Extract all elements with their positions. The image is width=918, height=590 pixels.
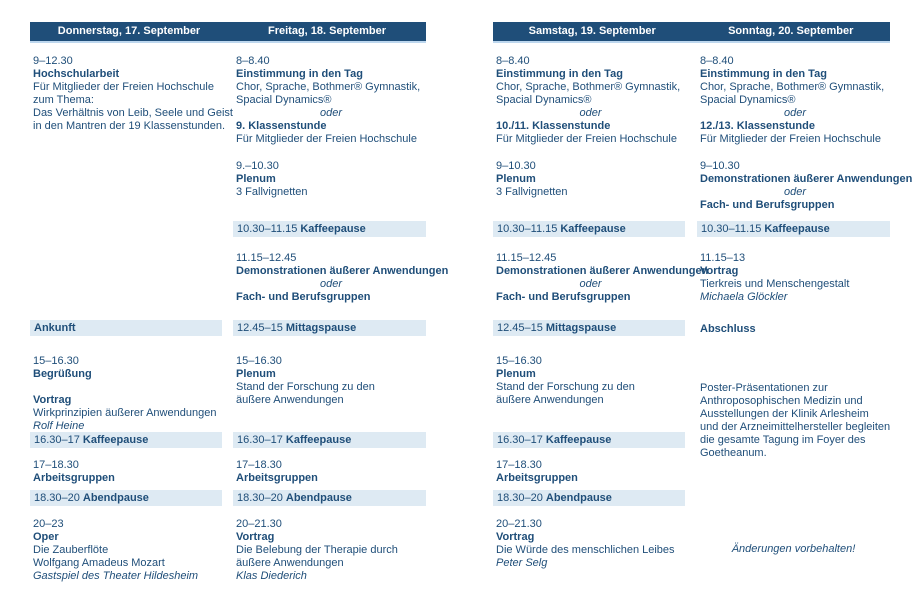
band-time: 10.30–11.15 xyxy=(497,223,558,235)
schedule-line: Das Verhältnis von Leib, Seele und Geist xyxy=(33,107,233,119)
schedule-line: Vortrag xyxy=(496,531,535,543)
schedule-line: Gastspiel des Theater Hildesheim xyxy=(33,570,199,582)
schedule-line: 10./11. Klassenstunde xyxy=(496,120,611,132)
schedule-block xyxy=(233,518,426,583)
band-label: Abendpause xyxy=(545,492,612,504)
pause-band xyxy=(697,221,890,237)
schedule-block xyxy=(493,518,685,570)
pause-band xyxy=(233,221,426,237)
schedule-line: äußere Anwendungen xyxy=(496,394,604,406)
pause-band xyxy=(30,490,222,506)
schedule-line: äußere Anwendungen xyxy=(236,557,344,569)
schedule-line: Tierkreis und Menschengestalt xyxy=(700,278,850,290)
band-time: 18.30–20 xyxy=(237,492,283,504)
schedule-line: Anthroposophischen Medizin und xyxy=(700,395,863,407)
schedule-line: 17–18.30 xyxy=(496,459,542,471)
schedule-line: Poster-Präsentationen zur xyxy=(700,382,828,394)
pause-band xyxy=(493,221,685,237)
schedule-line: 17–18.30 xyxy=(33,459,79,471)
schedule-line: Chor, Sprache, Bothmer® Gymnastik, xyxy=(236,81,421,93)
schedule-line: Spacial Dynamics® xyxy=(700,94,796,106)
schedule-block xyxy=(697,252,890,304)
schedule-block xyxy=(697,160,913,212)
schedule-line: Chor, Sprache, Bothmer® Gymnastik, xyxy=(700,81,885,93)
schedule-block xyxy=(493,252,709,304)
schedule-line: Änderungen vorbehalten! xyxy=(731,543,856,555)
schedule-line: zum Thema: xyxy=(33,94,94,106)
schedule-block xyxy=(233,160,426,199)
schedule-line: 15–16.30 xyxy=(236,355,282,367)
schedule-line: die gesamte Tagung im Foyer des xyxy=(700,434,866,446)
schedule-line: oder xyxy=(783,186,807,198)
schedule-line: 20–23 xyxy=(33,518,64,530)
schedule-line: 9–12.30 xyxy=(33,55,73,67)
schedule-line: Vortrag xyxy=(236,531,275,543)
schedule-line: Für Mitglieder der Freien Hochschule xyxy=(700,133,881,145)
schedule-line: Klas Diederich xyxy=(236,570,307,582)
band-time: 18.30–20 xyxy=(34,492,80,504)
day-column-samstag xyxy=(493,22,709,588)
band-label: Kaffeepause xyxy=(764,223,830,235)
schedule-line: Arbeitsgruppen xyxy=(236,472,318,484)
schedule-line: Vortrag xyxy=(700,265,739,277)
band-time: 10.30–11.15 xyxy=(237,223,298,235)
schedule-line: 8–8.40 xyxy=(236,55,270,67)
schedule-line: 11.15–12.45 xyxy=(236,252,297,264)
schedule-line: Fach- und Berufsgruppen xyxy=(496,291,631,303)
schedule-line: oder xyxy=(579,107,602,119)
schedule-line: Für Mitglieder der Freien Hochschule xyxy=(236,133,417,145)
schedule-line: Einstimmung in den Tag xyxy=(700,68,827,80)
schedule-line: 15–16.30 xyxy=(33,355,79,367)
day-column-sonntag xyxy=(697,22,913,588)
day-header-donnerstag: Donnerstag, 17. September xyxy=(57,25,201,37)
schedule-line: Fach- und Berufsgruppen xyxy=(236,291,371,303)
schedule-line: oder xyxy=(783,107,807,119)
schedule-line: Abschluss xyxy=(700,323,756,335)
schedule-line: 20–21.30 xyxy=(236,518,282,530)
schedule-line: Plenum xyxy=(496,173,536,185)
schedule-line: 15–16.30 xyxy=(496,355,542,367)
day-column-donnerstag xyxy=(30,22,233,588)
day-header-sonntag: Sonntag, 20. September xyxy=(728,25,854,37)
schedule-line: 11.15–13 xyxy=(700,252,746,264)
schedule-line: Demonstrationen äußerer Anwendungen xyxy=(496,265,709,277)
band-time: 10.30–11.15 xyxy=(701,223,762,235)
band-time: 16.30–17 xyxy=(497,434,543,446)
schedule-line: Michaela Glöckler xyxy=(700,291,788,303)
schedule-line: Arbeitsgruppen xyxy=(496,472,578,484)
schedule-line: Fach- und Berufsgruppen xyxy=(700,199,835,211)
day-column-freitag xyxy=(233,22,449,588)
schedule-block xyxy=(493,160,685,199)
schedule-block xyxy=(30,518,222,583)
schedule-line: Ausstellungen der Klinik Arlesheim xyxy=(700,408,869,420)
page-right xyxy=(493,22,913,588)
schedule-line: Plenum xyxy=(236,173,276,185)
schedule-block xyxy=(233,459,426,485)
band-time: 12.45–15 xyxy=(497,322,543,334)
schedule-line: Spacial Dynamics® xyxy=(496,94,592,106)
schedule-block xyxy=(30,355,222,433)
schedule-line: Begrüßung xyxy=(33,368,92,380)
schedule-line: Für Mitglieder der Freien Hochschule xyxy=(496,133,677,145)
schedule-line: in den Mantren der 19 Klassenstunden. xyxy=(33,120,226,132)
band-time: 16.30–17 xyxy=(237,434,283,446)
schedule-line: 3 Fallvignetten xyxy=(496,186,568,198)
schedule-line: 17–18.30 xyxy=(236,459,282,471)
schedule-line: Vortrag xyxy=(33,394,72,406)
pause-band xyxy=(493,432,685,448)
schedule-line: Wirkprinzipien äußerer Anwendungen xyxy=(33,407,217,419)
band-label: Kaffeepause xyxy=(285,434,352,446)
schedule-line: Stand der Forschung zu den xyxy=(236,381,375,393)
schedule-line: oder xyxy=(319,278,343,290)
schedule-line: Rolf Heine xyxy=(33,420,85,432)
schedule-line: Demonstrationen äußerer Anwendungen xyxy=(236,265,449,277)
schedule-line: 3 Fallvignetten xyxy=(236,186,308,198)
schedule-block xyxy=(697,382,890,460)
schedule-line: und der Arzneimittelhersteller begleiten xyxy=(700,421,891,433)
schedule-line: Wolfgang Amadeus Mozart xyxy=(33,557,165,569)
schedule-line: oder xyxy=(579,278,602,290)
band-time: 18.30–20 xyxy=(497,492,543,504)
page-left xyxy=(30,22,449,588)
schedule-line: Chor, Sprache, Bothmer® Gymnastik, xyxy=(496,81,681,93)
schedule-line: 8–8.40 xyxy=(700,55,734,67)
schedule-block xyxy=(697,55,890,146)
band-label: Kaffeepause xyxy=(560,223,626,235)
schedule-line: Peter Selg xyxy=(496,557,548,569)
schedule-line: 9–10.30 xyxy=(496,160,536,172)
schedule-line: Einstimmung in den Tag xyxy=(496,68,623,80)
schedule-block xyxy=(233,55,426,146)
band-label: Abendpause xyxy=(285,492,352,504)
band-label: Mittagspause xyxy=(545,322,617,334)
schedule-block xyxy=(493,355,685,407)
schedule-line: Hochschularbeit xyxy=(33,68,120,80)
schedule-line: Plenum xyxy=(496,368,536,380)
day-header-samstag: Samstag, 19. September xyxy=(528,25,656,37)
schedule-line: 20–21.30 xyxy=(496,518,542,530)
footnote xyxy=(697,543,890,556)
schedule-line: Plenum xyxy=(236,368,276,380)
band-label: Kaffeepause xyxy=(300,223,366,235)
schedule-block xyxy=(233,252,449,304)
schedule-block xyxy=(493,55,685,146)
pause-band xyxy=(493,320,685,336)
schedule-line: Goetheanum. xyxy=(700,447,767,459)
schedule-line: Die Würde des menschlichen Leibes xyxy=(496,544,675,556)
schedule-line: 12./13. Klassenstunde xyxy=(700,120,815,132)
schedule-line: 9.–10.30 xyxy=(236,160,279,172)
schedule-line: Die Belebung der Therapie durch xyxy=(236,544,398,556)
schedule-line: Spacial Dynamics® xyxy=(236,94,332,106)
schedule-line: äußere Anwendungen xyxy=(236,394,344,406)
schedule-line: Oper xyxy=(33,531,59,543)
pause-band xyxy=(233,320,426,336)
pause-band xyxy=(233,490,426,506)
schedule-block xyxy=(30,459,222,485)
schedule-line: 9. Klassenstunde xyxy=(236,120,327,132)
schedule-line: Stand der Forschung zu den xyxy=(496,381,635,393)
pause-band xyxy=(233,432,426,448)
band-time: 12.45–15 xyxy=(237,322,283,334)
band-label: Mittagspause xyxy=(285,322,357,334)
schedule-line xyxy=(33,381,222,394)
schedule-line: 9–10.30 xyxy=(700,160,740,172)
schedule-line: oder xyxy=(319,107,343,119)
band-label: Kaffeepause xyxy=(545,434,612,446)
schedule-line: Demonstrationen äußerer Anwendungen xyxy=(700,173,913,185)
schedule-line: Einstimmung in den Tag xyxy=(236,68,363,80)
schedule-line: Die Zauberflöte xyxy=(33,544,109,556)
schedule-block xyxy=(233,355,426,407)
pause-band xyxy=(30,320,222,336)
schedule-line: 8–8.40 xyxy=(496,55,530,67)
band-label: Ankunft xyxy=(34,322,76,334)
pause-band xyxy=(493,490,685,506)
pause-band xyxy=(30,432,222,448)
schedule-line: Für Mitglieder der Freien Hochschule xyxy=(33,81,214,93)
schedule-block xyxy=(493,459,685,485)
band-label: Kaffeepause xyxy=(82,434,149,446)
band-time: 16.30–17 xyxy=(34,434,80,446)
schedule-block xyxy=(697,323,890,336)
schedule-line: 11.15–12.45 xyxy=(496,252,557,264)
band-label: Abendpause xyxy=(82,492,149,504)
schedule-line: Arbeitsgruppen xyxy=(33,472,115,484)
day-header-freitag: Freitag, 18. September xyxy=(268,25,386,37)
schedule-block xyxy=(30,55,233,133)
